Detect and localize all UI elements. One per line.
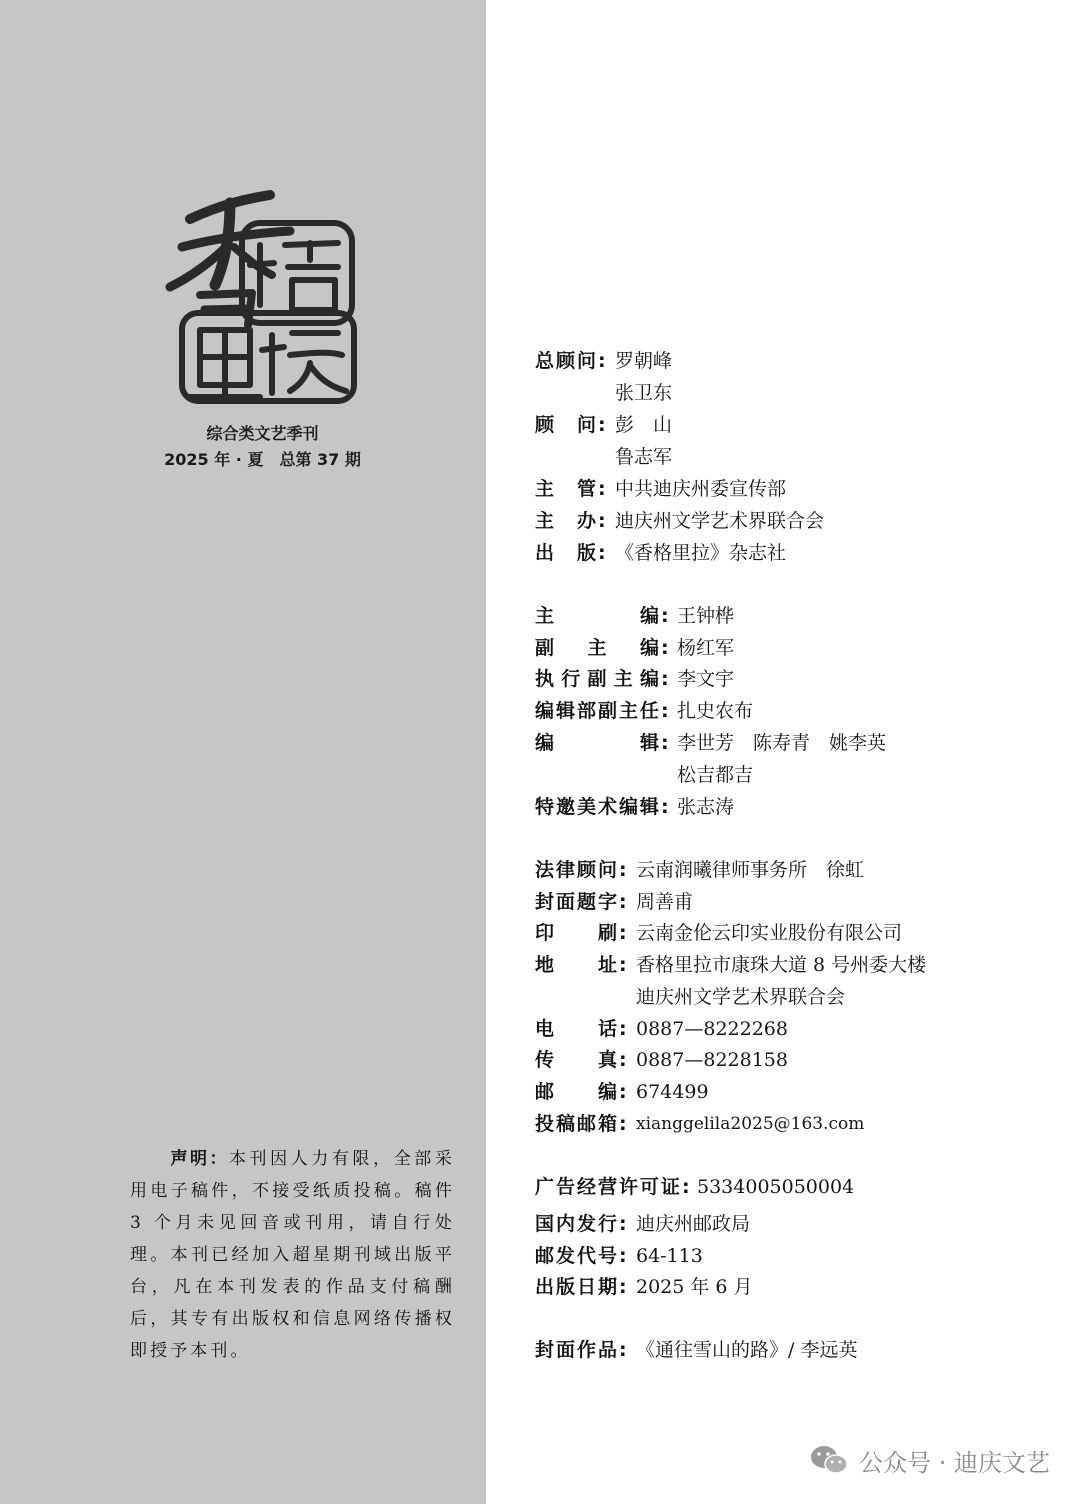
colon: :: [661, 637, 669, 659]
address-1: 香格里拉市康珠大道 8 号州委大楼: [636, 954, 927, 976]
ad-license: 5334005050004: [697, 1176, 855, 1198]
label-art-editor: 特 邀 美 术 编 辑: [535, 796, 659, 818]
dept-deputy: 扎史农布: [677, 700, 754, 722]
colon: :: [661, 796, 669, 818]
label-cover-work: 封 面 作 品: [535, 1339, 617, 1361]
label-email: 投 稿 邮 箱: [535, 1113, 617, 1135]
label-editors: 编 辑: [535, 732, 659, 754]
title-calligraphy: 周善甫: [636, 891, 694, 913]
colon: :: [619, 1339, 627, 1361]
periodical-type: 综合类文艺季刊: [206, 424, 319, 443]
colon: :: [661, 700, 669, 722]
wechat-icon: [809, 1443, 849, 1477]
publisher: 《香格里拉》杂志社: [615, 542, 787, 564]
left-panel: [0, 0, 486, 1504]
statement-lead: 声明：: [170, 1149, 229, 1169]
printer: 云南金伦云印实业股份有限公司: [636, 922, 903, 944]
watermark: [809, 1440, 1050, 1480]
postcode: 674499: [636, 1081, 709, 1103]
deputy-editor: 杨红军: [677, 637, 735, 659]
art-editor: 张志涛: [677, 796, 735, 818]
label-address: 地 址: [535, 954, 617, 976]
label-adviser: 顾 问: [535, 414, 596, 436]
label-exec-deputy: 执 行 副 主 编: [535, 668, 659, 690]
chief-adviser-1: 罗朝峰: [615, 350, 673, 372]
colon: :: [619, 1018, 627, 1040]
colon: :: [598, 414, 606, 436]
issue-info: 2025 年 · 夏 总第 37 期: [164, 450, 361, 469]
label-publisher: 出 版: [535, 542, 596, 564]
adviser-2: 鲁志军: [615, 446, 673, 468]
colon: :: [661, 732, 669, 754]
label-phone: 电 话: [535, 1018, 617, 1040]
colon: :: [598, 350, 606, 372]
editors-line1: 李世芳 陈寿青 姚李英: [677, 732, 887, 754]
colon: :: [619, 954, 627, 976]
chief-adviser-2: 张卫东: [615, 382, 673, 404]
colon: :: [598, 510, 606, 532]
label-title-calligraphy: 封 面 题 字: [535, 891, 617, 913]
colon: :: [619, 1049, 627, 1071]
editor-in-chief: 王钟桦: [677, 605, 735, 627]
label-distribution: 国 内 发 行: [535, 1213, 617, 1235]
colon: :: [661, 668, 669, 690]
postal-code: 64-113: [636, 1245, 703, 1267]
watermark-text: 公众号 · 迪庆文艺: [859, 1448, 1050, 1477]
label-legal: 法 律 顾 问: [535, 859, 617, 881]
colon: :: [619, 1081, 627, 1103]
label-sponsor: 主 办: [535, 510, 596, 532]
label-postal-code: 邮 发 代 号: [535, 1245, 617, 1267]
phone: 0887—8222268: [636, 1018, 788, 1040]
supervisor: 中共迪庆州委宣传部: [615, 478, 787, 500]
label-supervisor: 主 管: [535, 478, 596, 500]
distribution: 迪庆州邮政局: [636, 1213, 751, 1235]
magazine-logo: [160, 185, 360, 410]
label-deputy-editor: 副 主 编: [535, 637, 659, 659]
address-2: 迪庆州文学艺术界联合会: [636, 986, 846, 1008]
label-printer: 印 刷: [535, 922, 617, 944]
editors-line2: 松吉都吉: [677, 764, 754, 786]
colon: :: [619, 1245, 627, 1267]
colon: :: [619, 859, 627, 881]
colon: :: [619, 922, 627, 944]
colon: :: [619, 1213, 627, 1235]
colon: :: [619, 1113, 627, 1135]
colon: :: [598, 478, 606, 500]
exec-deputy: 李文宇: [677, 668, 735, 690]
cover-work: 《通往雪山的路》/ 李远英: [636, 1339, 858, 1361]
sponsor: 迪庆州文学艺术界联合会: [615, 510, 825, 532]
statement-body: 本刊因人力有限，全部采用电子稿件，不接受纸质投稿。稿件 3 个月未见回音或刊用，请自行处理。本刊已经加入超星期刊域出版平台，凡在本刊发表的作品支付稿酬后，其专有出版权和信息网络传播权即授予本刊。: [130, 1149, 455, 1361]
label-fax: 传 真: [535, 1049, 617, 1071]
label-postcode: 邮 编: [535, 1081, 617, 1103]
label-pub-date: 出 版 日 期: [535, 1276, 617, 1298]
colon: :: [598, 542, 606, 564]
colon: :: [619, 891, 627, 913]
adviser-1: 彭 山: [615, 414, 673, 436]
legal: 云南润曦律师事务所 徐虹: [636, 859, 865, 881]
colon: :: [619, 1276, 627, 1298]
pub-date: 2025 年 6 月: [636, 1276, 753, 1298]
label-ad-license: 广 告 经 营 许 可 证: [535, 1176, 680, 1198]
label-dept-deputy: 编 辑 部 副 主 任: [535, 700, 659, 722]
email: xianggelila2025@163.com: [636, 1114, 865, 1134]
colon: :: [661, 605, 669, 627]
label-editor-in-chief: 主 编: [535, 605, 659, 627]
label-chief-adviser: 总 顾 问: [535, 350, 596, 372]
fax: 0887—8228158: [636, 1049, 788, 1071]
colon: :: [682, 1176, 690, 1198]
statement: [130, 1143, 455, 1367]
